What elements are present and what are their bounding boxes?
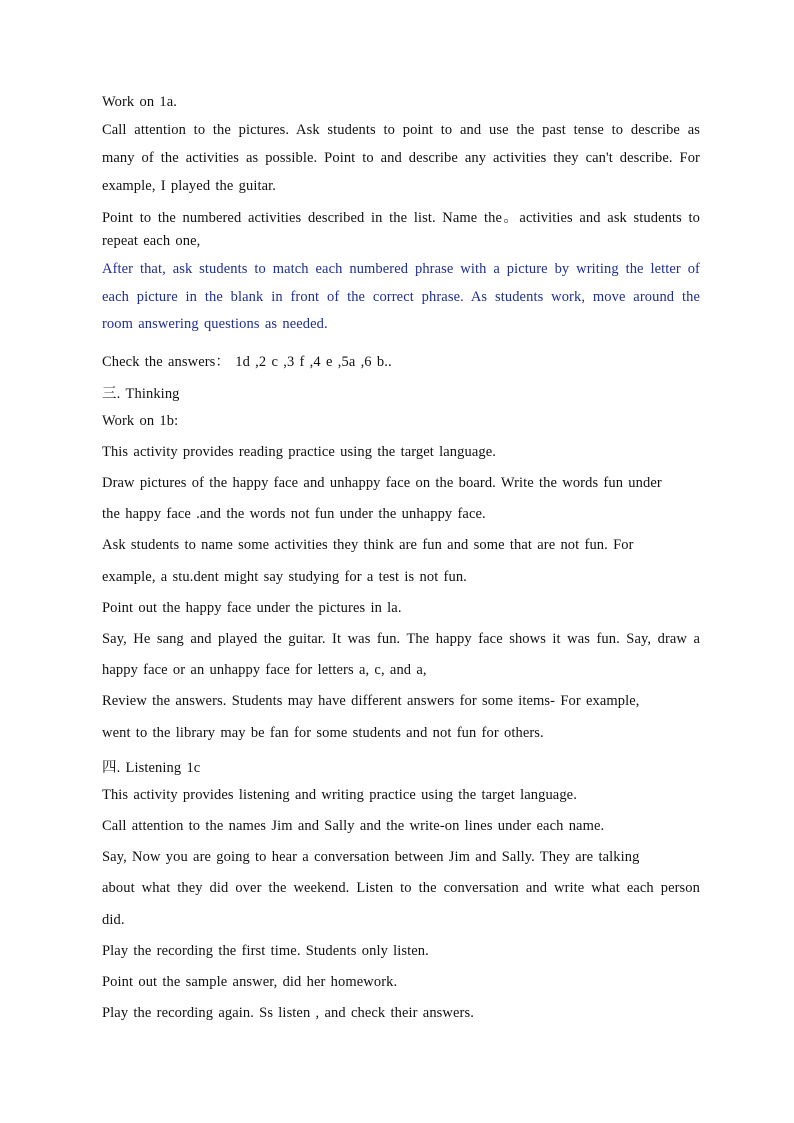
section-heading: 四. Listening 1c (102, 760, 201, 776)
text-line: Check the answers： 1d ,2 c ,3 f ,4 e ,5a ,6 b.. (102, 354, 392, 370)
text-line: Work on 1a. (102, 94, 178, 110)
text-line: repeat each one, (102, 233, 201, 249)
text-line: Point out the happy face under the pictures in la. (102, 600, 402, 616)
text-line: each picture in the blank in front of the correct phrase. As students work, move around the (102, 289, 700, 305)
text-line: Point out the sample answer, did her homework. (102, 974, 398, 990)
text-line: Play the recording again. Ss listen , and check their answers. (102, 1005, 474, 1021)
text-line: about what they did over the weekend. Listen to the conversation and write what each person (102, 880, 700, 896)
text-line: Ask students to name some activities they think are fun and some that are not fun. For (102, 537, 634, 553)
text-line: Review the answers. Students may have different answers for some items- For example, (102, 693, 640, 709)
text-line: went to the library may be fan for some students and not fun for others. (102, 725, 544, 741)
text-line: the happy face .and the words not fun under the unhappy face. (102, 506, 486, 522)
text-line: example, I played the guitar. (102, 178, 276, 194)
text-line: Call attention to the pictures. Ask students to point to and use the past tense to describe as (102, 122, 700, 138)
text-line: This activity provides reading practice using the target language. (102, 444, 496, 460)
text-line: Point to the numbered activities described in the list. Name the。activities and ask students to (102, 210, 700, 226)
text-line: example, a stu.dent might say studying for a test is not fun. (102, 569, 467, 585)
text-line: This activity provides listening and writing practice using the target language. (102, 787, 577, 803)
text-line: After that, ask students to match each numbered phrase with a picture by writing the letter of (102, 261, 700, 277)
text-line: Draw pictures of the happy face and unhappy face on the board. Write the words fun under (102, 475, 662, 491)
text-line: room answering questions as needed. (102, 316, 328, 332)
text-line: Play the recording the first time. Students only listen. (102, 943, 429, 959)
text-line: happy face or an unhappy face for letters a, c, and a, (102, 662, 427, 678)
text-line: Say, Now you are going to hear a conversation between Jim and Sally. They are talking (102, 849, 640, 865)
text-line: Work on 1b: (102, 413, 179, 429)
text-line: Call attention to the names Jim and Sally and the write-on lines under each name. (102, 818, 605, 834)
text-line: Say, He sang and played the guitar. It was fun. The happy face shows it was fun. Say, draw a (102, 631, 700, 647)
text-line: many of the activities as possible. Point to and describe any activities they can't describe. For (102, 150, 700, 166)
text-line: did. (102, 912, 125, 928)
section-heading: 三. Thinking (102, 386, 180, 402)
